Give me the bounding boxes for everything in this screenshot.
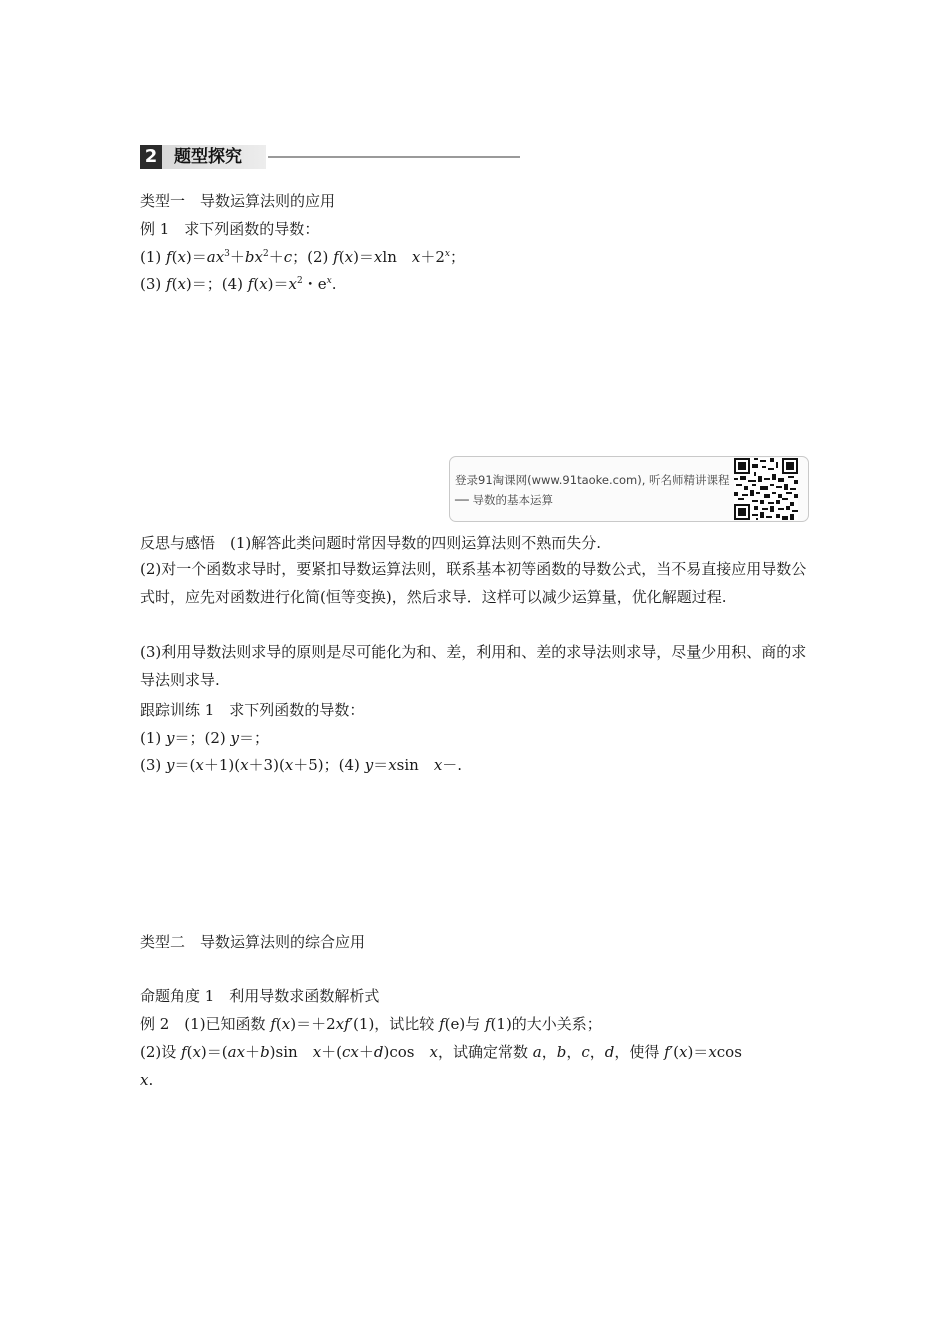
type2-heading: 类型二 导数运算法则的综合应用	[140, 933, 366, 951]
type1-heading: 类型一 导数运算法则的应用	[140, 192, 336, 210]
reflection-p3: (3)利用导数法则求导的原则是尽可能化为和、差，利用和、差的求导法则求导，尽量少用积、商的求导法则求导.	[140, 643, 807, 689]
training1-heading: 跟踪训练 1 求下列函数的导数：	[140, 701, 365, 719]
section-number: 2	[140, 145, 162, 169]
training1-line2: (3) y＝(x＋1)(x＋3)(x＋5)；(4) y＝xsin x－.	[140, 756, 463, 774]
type2-angle1: 命题角度 1 利用导数求函数解析式	[140, 987, 380, 1005]
reflection-p1: 反思与感悟 (1)解答此类问题时常因导数的四则运算法则不熟而失分.	[140, 534, 602, 552]
video-promo-text: 登录91淘课网(www.91taoke.com), 听名师精讲课程	[455, 473, 730, 487]
example2-line1: 例 2 (1)已知函数 f(x)＝＋2xf′(1)，试比较 f(e)与 f(1)的大小关系；	[140, 1015, 602, 1033]
training1-line1: (1) y＝；(2) y＝；	[140, 729, 270, 747]
section-title: 题型探究	[162, 145, 266, 169]
example2-line2: (2)设 f(x)＝(ax＋b)sin x＋(cx＋d)cos x，试确定常数 a，b，c，d，使得 f′(x)＝xcos	[140, 1043, 742, 1061]
example1-label: 例 1 求下列函数的导数：	[140, 220, 320, 238]
section-rule	[268, 156, 520, 158]
example1-line1: (1) $f(x)=ax^3+bx^2+c$；(2) f(x)＝xln $x+2^x$；	[140, 248, 465, 266]
example2-line3: x.	[140, 1071, 154, 1089]
reflection-p2: (2)对一个函数求导时，要紧扣导数运算法则，联系基本初等函数的导数公式，当不易直接应用导数公式时，应先对函数进行化简(恒等变换)，然后求导．这样可以减少运算量，优化解题过程.	[140, 560, 807, 606]
example1-line2: (3) f(x)＝；(4) $f(x)=x^2$・$e^x$.	[140, 275, 337, 293]
qr-code-icon	[734, 458, 798, 520]
video-promo-subtitle: ── 导数的基本运算	[455, 493, 554, 507]
